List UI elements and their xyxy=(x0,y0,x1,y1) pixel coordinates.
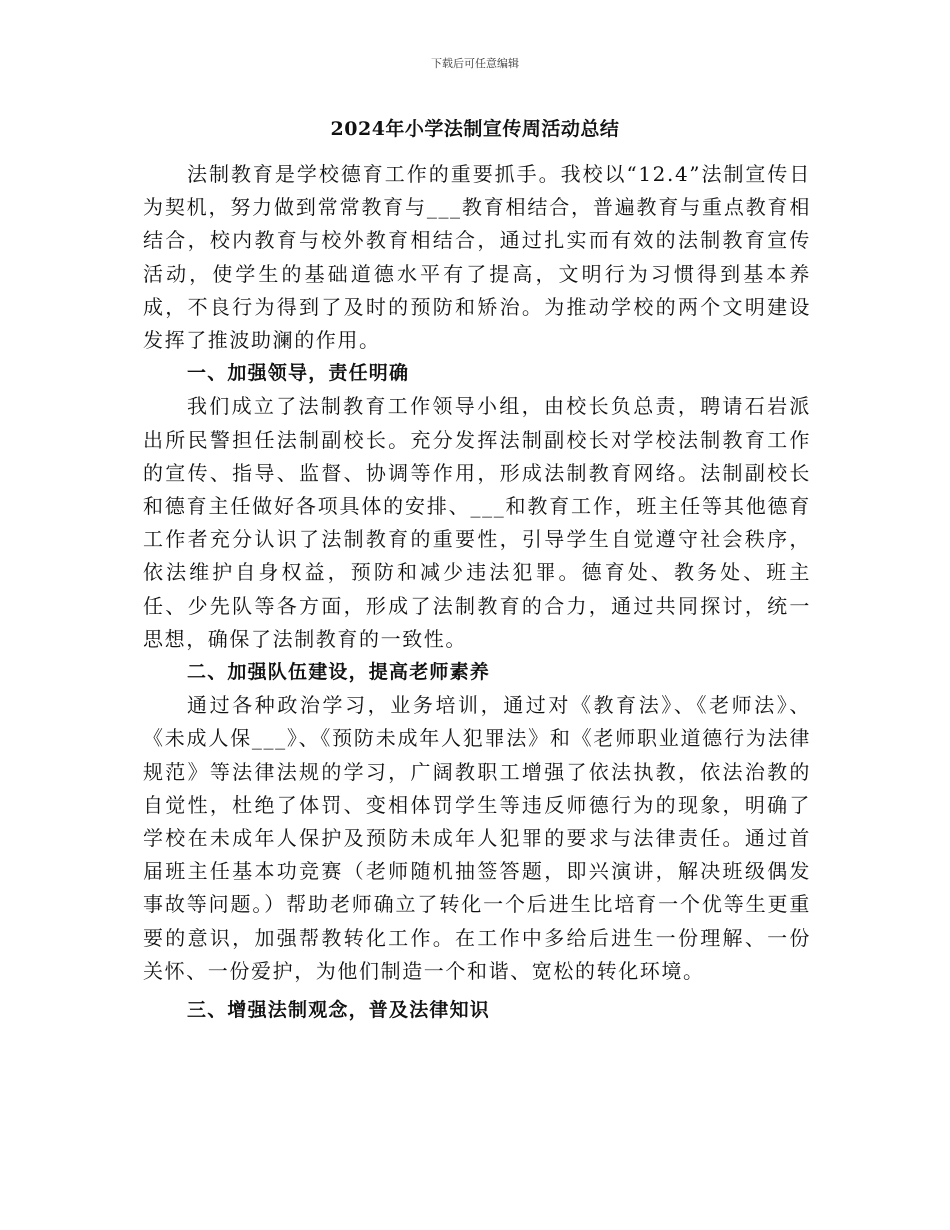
section-2-heading: 二、加强队伍建设，提高老师素养 xyxy=(187,661,491,684)
intro-paragraph: 法制教育是学校德育工作的重要抓手。我校以“12.4”法制宣传日为契机，努力做到常常教育与___教育相结合，普遍教育与重点教育相结合，校内教育与校外教育相结合，通过扎实而有效的法制教育宣传活动，使学生的基础道德水平有了提高，文明行为习惯得到基本养成，不良行为得到了及时的预防和矫治。为推动学校的两个文明建设发挥了推波助澜的作用。 xyxy=(143,162,811,353)
header-note: 下载后可任意编辑 xyxy=(431,57,519,70)
section-2-paragraph: 通过各种政治学习，业务培训，通过对《教育法》、《老师法》、《未成人保___》、《预防未成年人犯罪法》和《老师职业道德行为法律规范》等法律法规的学习，广阔教职工增强了依法执教，依法治教的自觉性，杜绝了体罚、变相体罚学生等违反师德行为的现象，明确了学校在未成年人保护及预防未成年人犯罪的要求与法律责任。通过首届班主任基本功竞赛（老师随机抽签答题，即兴演讲，解决班级偶发事故等问题。）帮助老师确立了转化一个后进生比培育一个优等生更重要的意识，加强帮教转化工作。在工作中多给后进生一份理解、一份关怀、一份爱护，为他们制造一个和谐、宽松的转化环境。 xyxy=(143,693,811,983)
section-3-heading: 三、增强法制观念，普及法律知识 xyxy=(187,999,491,1022)
document-title: 2024年小学法制宣传周活动总结 xyxy=(330,118,620,140)
section-1-paragraph: 我们成立了法制教育工作领导小组，由校长负总责，聘请石岩派出所民警担任法制副校长。充分发挥法制副校长对学校法制教育工作的宣传、指导、监督、协调等作用，形成法制教育网络。法制副校长和德育主任做好各项具体的安排、___和教育工作，班主任等其他德育工作者充分认识了法制教育的重要性，引导学生自觉遵守社会秩序，依法维护自身权益，预防和减少违法犯罪。德育处、教务处、班主任、少先队等各方面，形成了法制教育的合力，通过共同探讨，统一思想，确保了法制教育的一致性。 xyxy=(143,394,811,651)
document-body xyxy=(143,158,811,1027)
section-1-heading: 一、加强领导，责任明确 xyxy=(187,362,410,385)
